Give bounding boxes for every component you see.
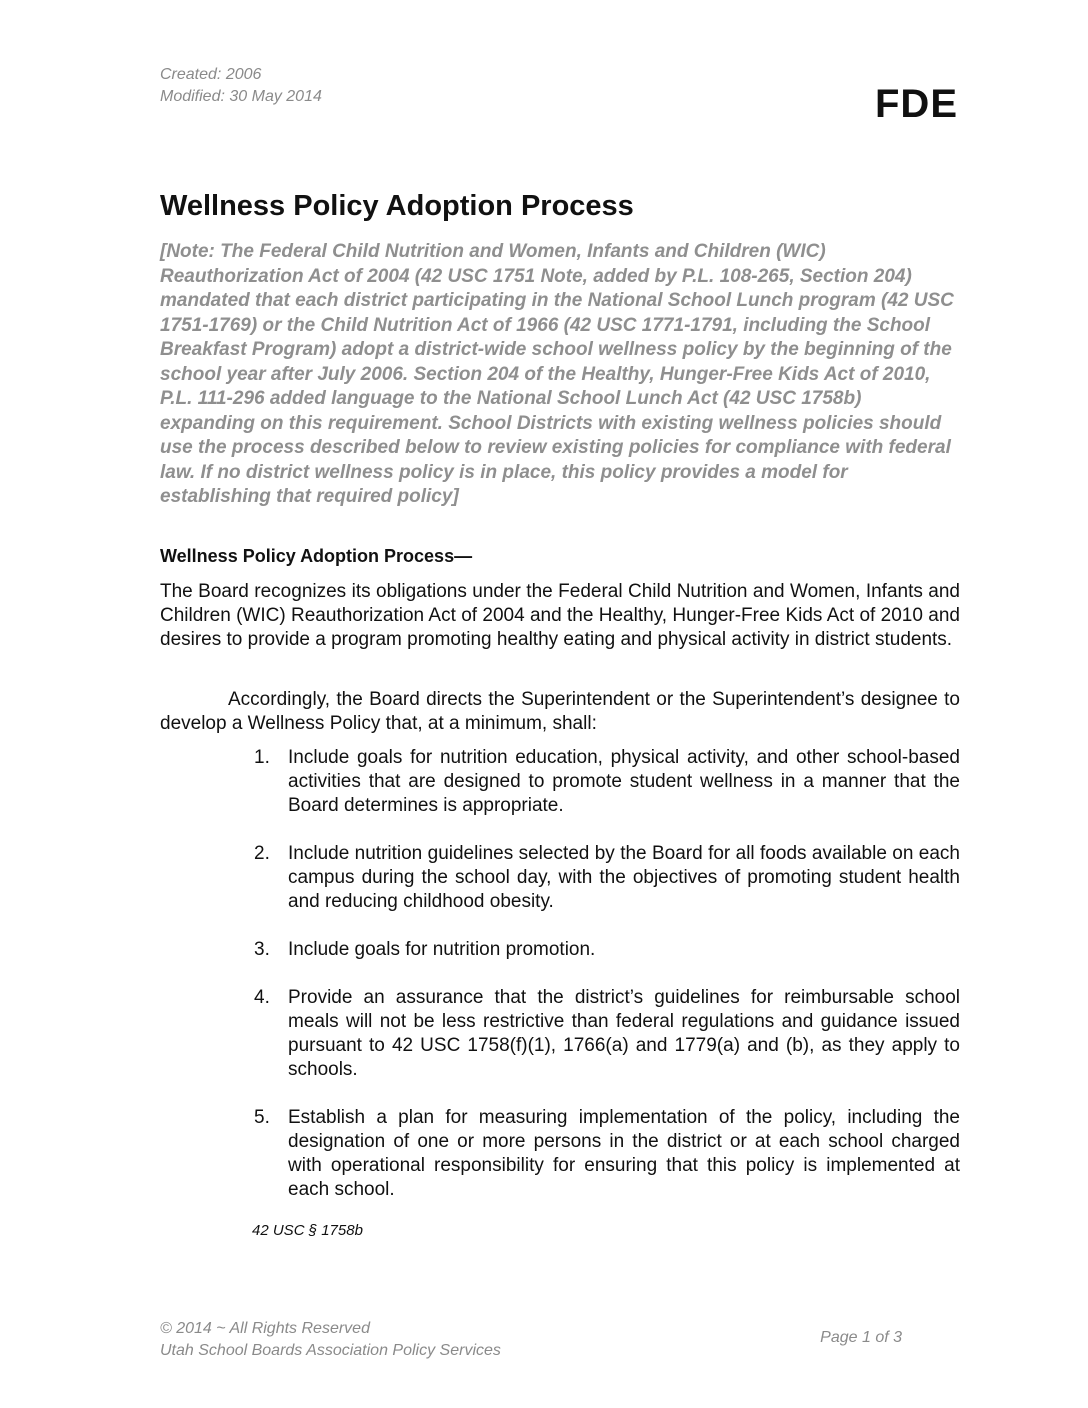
requirements-list	[254, 746, 960, 1226]
list-item	[254, 746, 960, 818]
page-title: Wellness Policy Adoption Process	[160, 190, 634, 222]
footer	[160, 1318, 501, 1362]
body-paragraph: Accordingly, the Board directs the Superintendent or the Superintendent’s designee to develop a Wellness Policy that, at a minimum, shall:	[160, 689, 960, 734]
list-text: Include nutrition guidelines selected by the Board for all foods available on each campus during the school day, with the objectives of promoting student health and reducing childhood obesity.	[288, 843, 960, 912]
legal-citation: 42 USC § 1758b	[252, 1222, 363, 1239]
list-item	[254, 986, 960, 1082]
document-metadata	[160, 64, 322, 108]
created-date: Created: 2006	[160, 66, 262, 83]
modified-date: Modified: 30 May 2014	[160, 88, 322, 105]
list-item	[254, 842, 960, 914]
list-item	[254, 1106, 960, 1202]
copyright-notice: © 2014 ~ All Rights Reserved	[160, 1320, 370, 1337]
list-text: Include goals for nutrition promotion.	[288, 939, 596, 960]
body-paragraph: The Board recognizes its obligations under the Federal Child Nutrition and Women, Infants and Children (WIC) Reauthorization Act of 2004 and the Healthy, Hunger-Free Kids Act of 2010 and desires to provide a program promoting healthy eating and physical activity in district students.	[160, 581, 960, 650]
list-text: Establish a plan for measuring implementation of the policy, including the designation of one or more persons in the district or at each school charged with operational responsibility for ensuring that this policy is implemented at each school.	[288, 1107, 960, 1200]
list-number: 5.	[254, 1107, 270, 1128]
section-heading: Wellness Policy Adoption Process—	[160, 546, 473, 566]
page-number: Page 1 of 3	[820, 1329, 902, 1346]
list-number: 4.	[254, 987, 270, 1008]
organization-name: Utah School Boards Association Policy Services	[160, 1342, 501, 1359]
list-item	[254, 938, 960, 962]
list-number: 2.	[254, 843, 270, 864]
list-text: Include goals for nutrition education, physical activity, and other school-based activities that are designed to promote student wellness in a manner that the Board determines is appropriate.	[288, 747, 960, 816]
list-number: 3.	[254, 939, 270, 960]
editor-note: [Note: The Federal Child Nutrition and Women, Infants and Children (WIC) Reauthorization Act of 2004 (42 USC 1751 Note, added by P.L. 108-265, Section 204) mandated that each district participating in the National School Lunch program (42 USC 1751-1769) or the Child Nutrition Act of 1966 (42 USC 1771-1791, including the School Breakfast Program) adopt a district-wide school wellness policy by the beginning of the school year after July 2006. Section 204 of the Healthy, Hunger-Free Kids Act of 2010, P.L. 111-296 added language to the National School Lunch Act (42 USC 1758b) expanding on this requirement. School Districts with existing wellness policies should use the process described below to review existing policies for compliance with federal law. If no district wellness policy is in place, this policy provides a model for establishing that required policy]	[160, 241, 954, 507]
policy-code: FDE	[875, 82, 958, 126]
list-text: Provide an assurance that the district’s guidelines for reimbursable school meals will not be less restrictive than federal regulations and guidance issued pursuant to 42 USC 1758(f)(1), 1766(a) and 1779(a) and (b), as they apply to schools.	[288, 987, 960, 1080]
list-number: 1.	[254, 747, 270, 768]
